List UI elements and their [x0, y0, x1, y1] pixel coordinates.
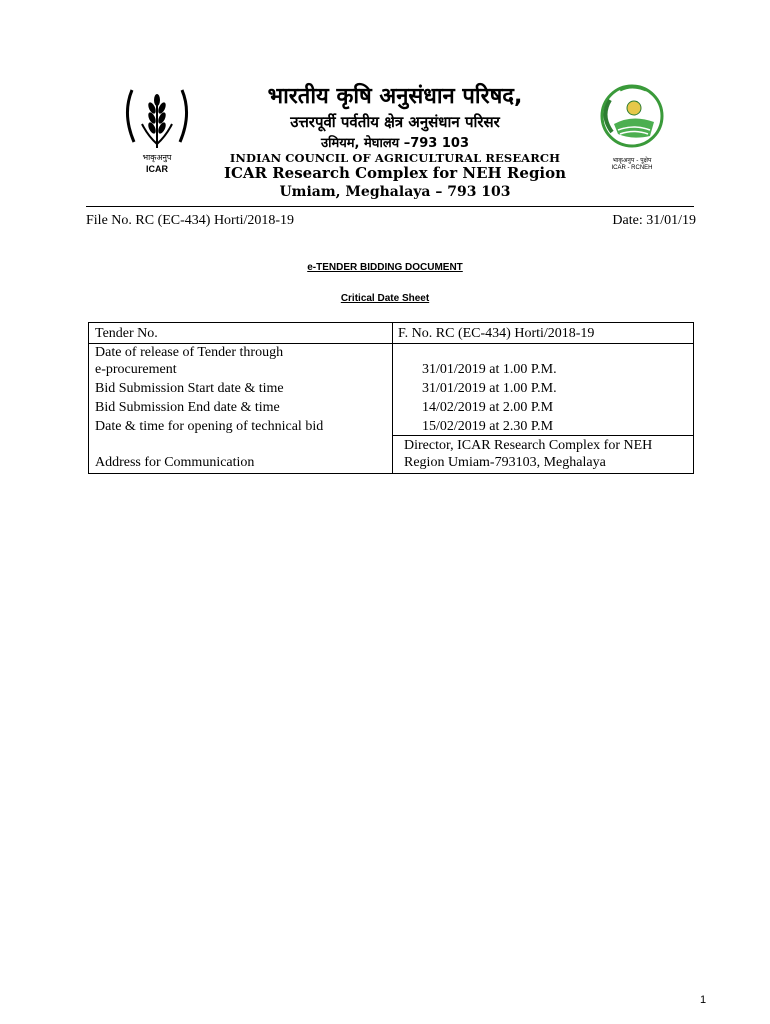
bid-end-value: 14/02/2019 at 2.00 P.M — [422, 400, 554, 415]
address-value-line1: Director, ICAR Research Complex for NEH — [404, 438, 653, 453]
header-english-line3: Umiam, Meghalaya – 793 103 — [279, 184, 511, 200]
left-logo-caption: ICAR — [146, 164, 168, 174]
bid-start-value: 31/01/2019 at 1.00 P.M. — [422, 381, 557, 396]
header-english-line1: INDIAN COUNCIL OF AGRICULTURAL RESEARCH — [229, 151, 561, 165]
document-subtitle: Critical Date Sheet — [340, 293, 430, 304]
critical-date-table — [88, 322, 694, 474]
tender-no-value: F. No. RC (EC-434) Horti/2018-19 — [398, 326, 595, 341]
header-hindi-line1: भारतीय कृषि अनुसंधान परिषद, — [267, 84, 523, 109]
header-hindi-line3: उमियम, मेघालय –793 103 — [320, 136, 470, 151]
table-row-divider — [392, 435, 693, 436]
icar-neh-logo-icon — [590, 80, 674, 176]
icar-wheat-logo-icon — [118, 84, 196, 180]
page-number: 1 — [700, 994, 707, 1006]
release-date-label-line1: Date of release of Tender through — [95, 345, 284, 360]
header-hindi-line2: उत्तरपूर्वी पर्वतीय क्षेत्र अनुसंधान परिसर — [290, 113, 500, 131]
release-date-label-line2: e-procurement — [95, 362, 177, 377]
tender-no-label: Tender No. — [95, 326, 158, 341]
address-value-line2: Region Umiam-793103, Meghalaya — [404, 455, 606, 470]
header-divider — [86, 206, 694, 207]
release-date-value: 31/01/2019 at 1.00 P.M. — [422, 362, 557, 377]
right-logo-caption: ICAR - RCNEH — [611, 165, 653, 171]
file-number: File No. RC (EC-434) Horti/2018-19 — [86, 213, 295, 228]
header-english-line2: ICAR Research Complex for NEH Region — [223, 164, 567, 182]
document-date: Date: 31/01/19 — [612, 213, 696, 228]
bid-start-label: Bid Submission Start date & time — [95, 381, 284, 396]
table-column-divider — [392, 323, 393, 473]
address-label: Address for Communication — [95, 455, 255, 470]
tech-bid-opening-label: Date & time for opening of technical bid — [95, 419, 324, 434]
document-title: e-TENDER BIDDING DOCUMENT — [307, 262, 463, 273]
left-logo-caption-hindi: भाकृअनुप — [142, 153, 172, 162]
right-logo-caption-hindi: भाकृअनुप - पूक्षेप — [612, 157, 652, 164]
bid-end-label: Bid Submission End date & time — [95, 400, 280, 415]
tech-bid-opening-value: 15/02/2019 at 2.30 P.M — [422, 419, 554, 434]
